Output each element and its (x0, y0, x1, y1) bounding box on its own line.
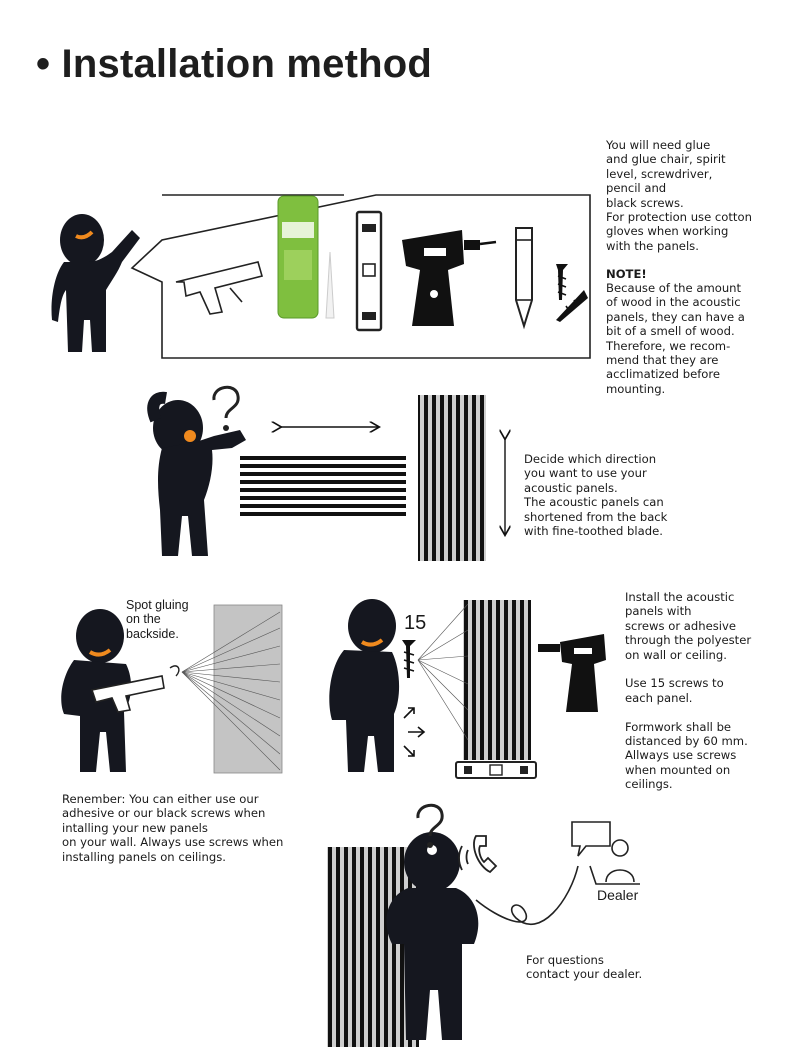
ninja-figure-4 (329, 599, 399, 772)
power-drill-small-icon (538, 634, 606, 712)
note-text: Because of the amount of wood in the acoustic panels, they can have a bit of a smell of wood. Therefore, we recom- mend that they are acclimatized before mounting. (606, 281, 745, 396)
vertical-panel (418, 395, 486, 561)
screws-icon (556, 264, 588, 322)
screw-icon (402, 640, 416, 678)
install-text: Install the acoustic panels with screws or adhesive through the polyester on wall or ceiling. Use 15 screws to each panel. Formwork shall be distanced by 60 mm. Allways use screws when mounted on ceilings. (625, 590, 752, 792)
dealer-label: Dealer (597, 887, 639, 903)
tools-description: You will need glue and glue chair, spirit level, screwdriver, pencil and black screws. For protection use cotton gloves when working with the panels. (606, 138, 752, 253)
questions-text: For questions contact your dealer. (526, 953, 643, 982)
spirit-level-icon (357, 212, 381, 330)
title-text: Installation method (61, 42, 433, 86)
glue-tube-icon (278, 196, 334, 318)
dealer-icon (572, 822, 640, 884)
power-drill-icon (402, 230, 496, 326)
direction-text: Decide which direction you want to use your acoustic panels. The acoustic panels can shortened from the back with fine-toothed blade. (524, 452, 668, 539)
spot-gluing-label: Spot gluing on the backside. (126, 598, 189, 641)
phone-cord (476, 866, 578, 924)
remember-text: Renember: You can either use our adhesive or our black screws when intalling your new panels on your wall. Always use screws when installing panels on ceilings. (62, 792, 284, 864)
question-mark-icon-1 (214, 387, 238, 431)
title-bullet: • (36, 42, 51, 86)
horizontal-panel (240, 452, 406, 520)
mounted-panel (463, 600, 531, 760)
panel-backside (214, 605, 282, 773)
ninja-figure-2 (153, 398, 246, 556)
note-heading: NOTE! (606, 267, 647, 281)
ninja-figure-1 (52, 214, 141, 352)
screw-count-label: 15 (404, 612, 427, 634)
glue-gun-icon (176, 262, 262, 314)
phone-icon (459, 836, 496, 872)
spirit-level-horizontal-icon (456, 762, 536, 778)
pencil-icon (516, 228, 532, 326)
corner-arrows (404, 708, 424, 756)
